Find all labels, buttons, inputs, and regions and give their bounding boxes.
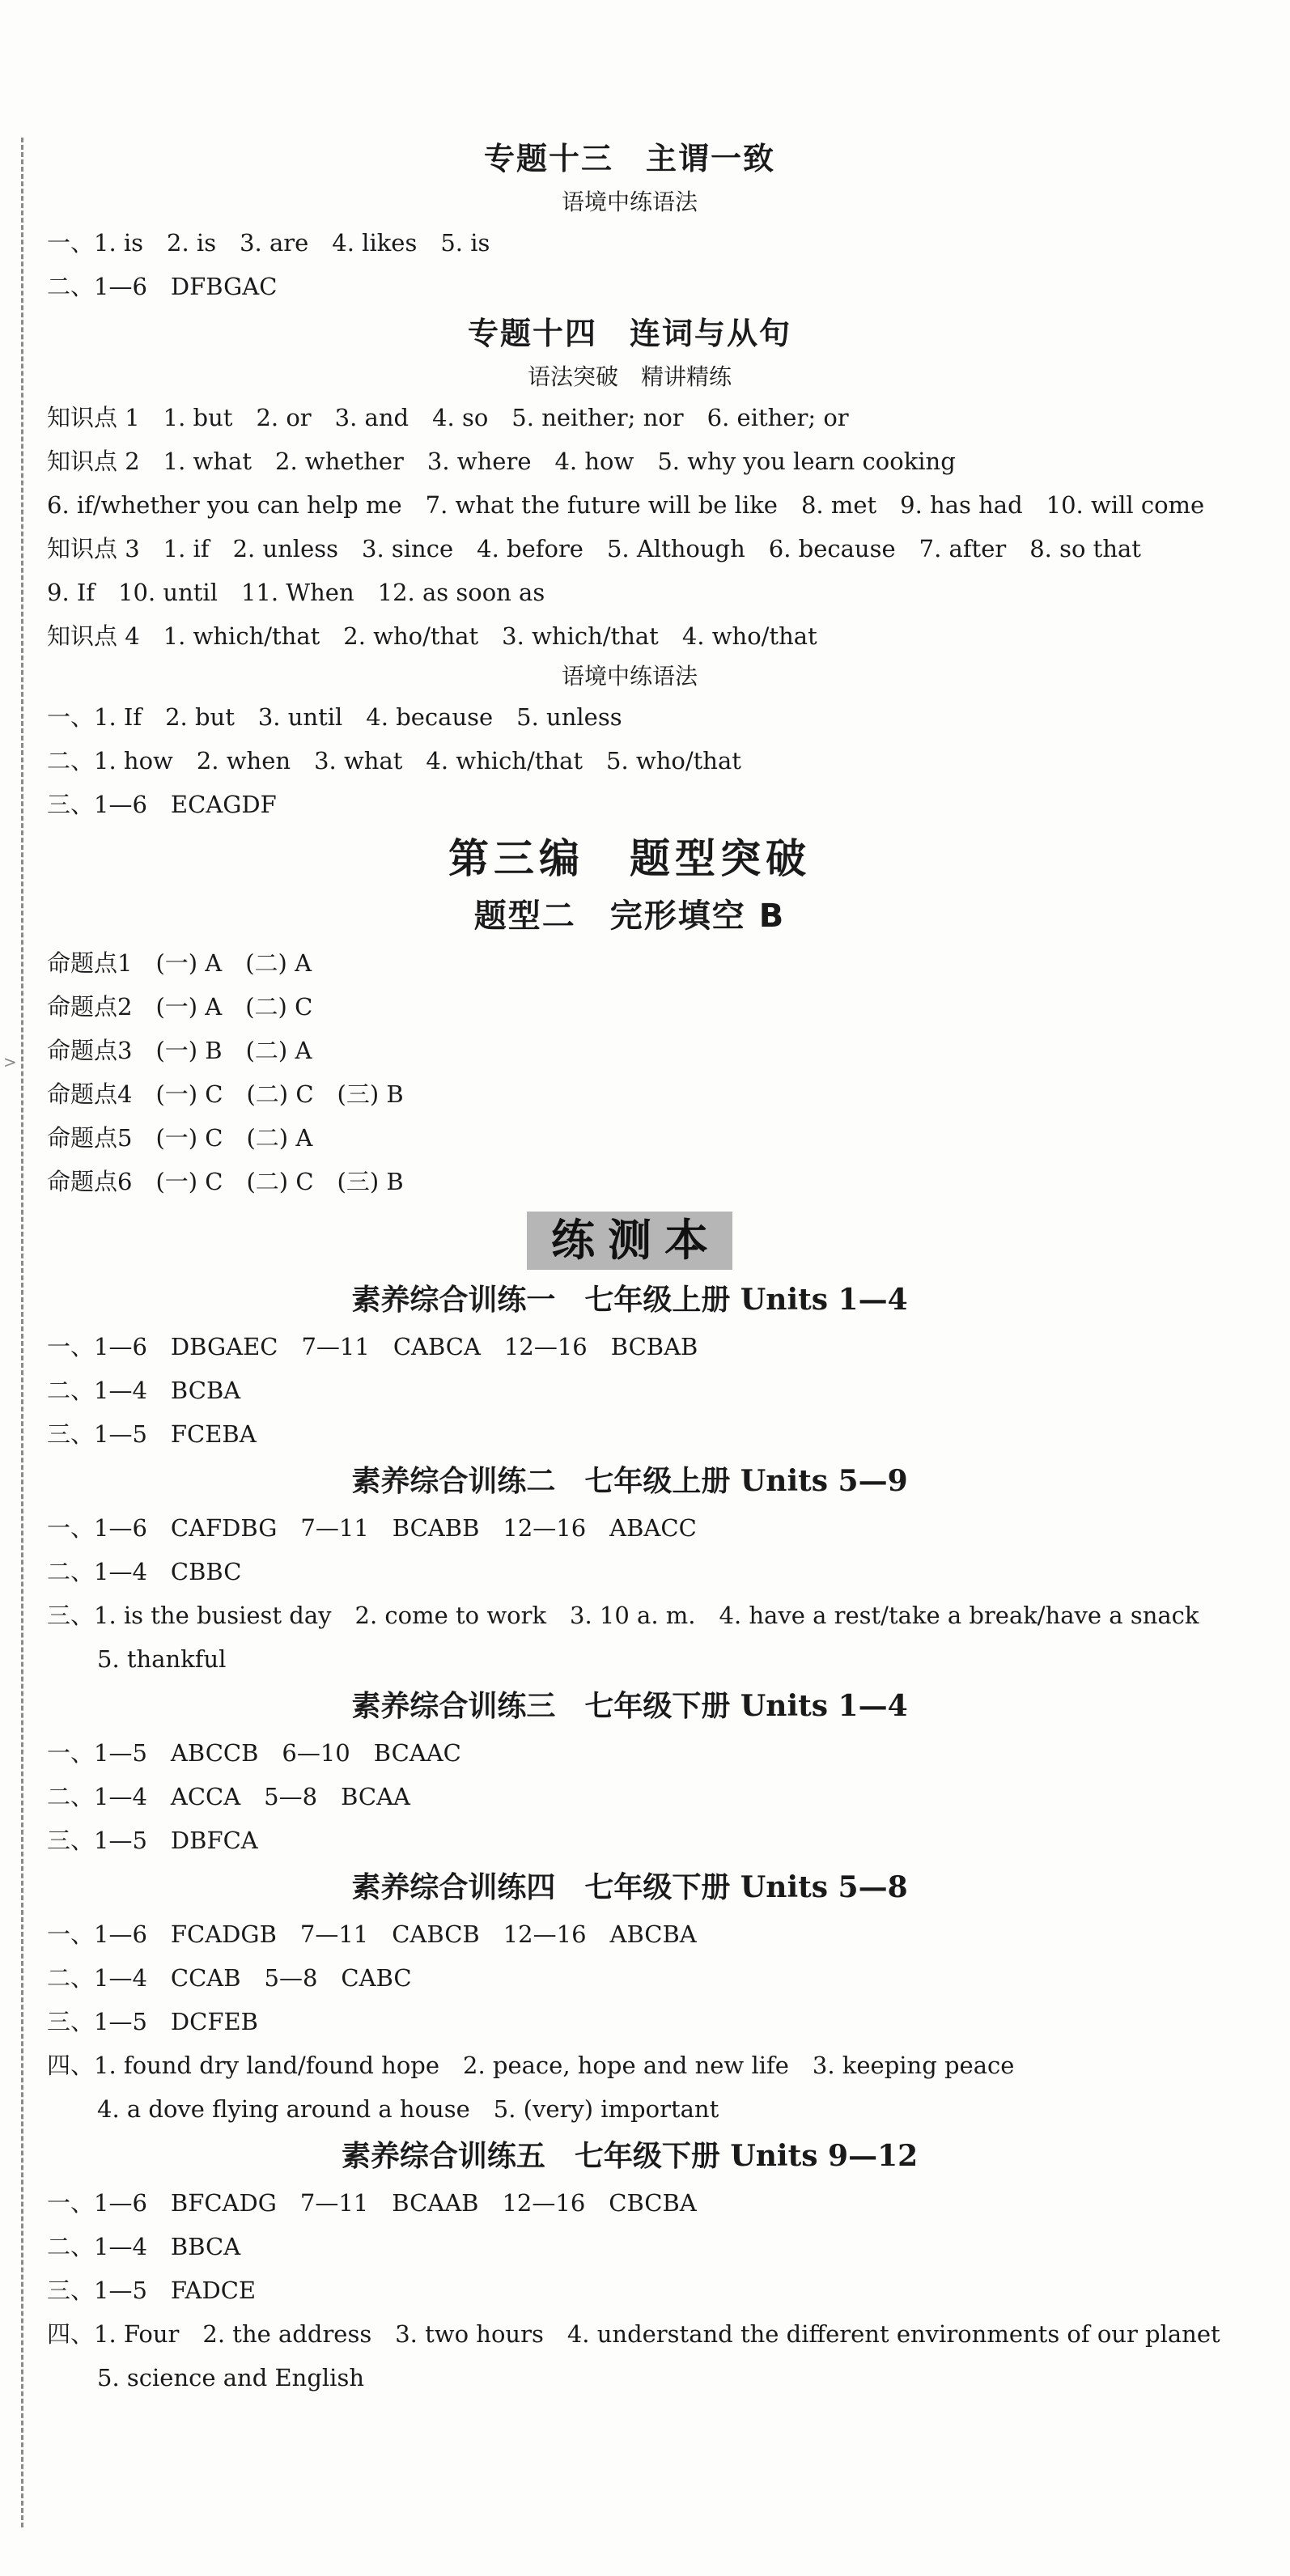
subsection-heading: 语境中练语法 (561, 189, 698, 215)
answer-line: 知识点 1 1. but 2. or 3. and 4. so 5. neither; nor 6. either; or (47, 404, 849, 431)
answer-line: 四、1. found dry land/found hope 2. peace, hope and new life 3. keeping peace (47, 2052, 1015, 2079)
answer-line: 一、1—6 CAFDBG 7—11 BCABB 12—16 ABACC (47, 1514, 697, 1542)
training-heading: 素养综合训练四 七年级下册 Units 5—8 (351, 1870, 908, 1904)
answer-line: 二、1—4 ACCA 5—8 BCAA (47, 1783, 410, 1810)
training-heading: 素养综合训练一 七年级上册 Units 1—4 (351, 1283, 908, 1317)
answer-line: 三、1. is the busiest day 2. come to work 3. 10 a. m. 4. have a rest/take a break/have a snack (47, 1602, 1199, 1629)
answer-line: 4. a dove flying around a house 5. (very) important (97, 2095, 719, 2123)
question-type-heading: 题型二 完形填空 B (473, 898, 786, 935)
answer-line: 命题点1 (一) A (二) A (47, 949, 312, 977)
answer-line: 命题点5 (一) C (二) A (47, 1124, 313, 1152)
answer-line: 命题点2 (一) A (二) C (47, 993, 313, 1021)
training-heading: 素养综合训练二 七年级上册 Units 5—9 (351, 1464, 908, 1498)
answer-line: 知识点 2 1. what 2. whether 3. where 4. how 5. why you learn cooking (47, 448, 956, 475)
answer-line: 5. thankful (97, 1645, 227, 1673)
answer-line: 5. science and English (97, 2364, 365, 2391)
answer-line: 6. if/whether you can help me 7. what the future will be like 8. met 9. has had 10. will come (47, 491, 1205, 519)
answer-line: 一、1—5 ABCCB 6—10 BCAAC (47, 1739, 461, 1767)
answer-line: 一、1. If 2. but 3. until 4. because 5. unless (47, 703, 622, 731)
answer-line: 三、1—6 ECAGDF (47, 791, 277, 818)
workbook-title: 练测本 (527, 1212, 732, 1270)
training-heading: 素养综合训练三 七年级下册 Units 1—4 (351, 1689, 908, 1723)
answer-line: 三、1—5 FADCE (47, 2277, 257, 2304)
subsection-heading: 语法突破 精讲精练 (527, 363, 732, 390)
part-heading: 第三编 题型突破 (448, 835, 811, 882)
answer-line: 9. If 10. until 11. When 12. as soon as (47, 579, 545, 606)
answer-line: 一、1. is 2. is 3. are 4. likes 5. is (47, 229, 490, 257)
answer-line: 三、1—5 FCEBA (47, 1420, 257, 1448)
answer-line: 三、1—5 DBFCA (47, 1827, 258, 1854)
answer-line: 命题点3 (一) B (二) A (47, 1037, 312, 1064)
workbook-banner (47, 1203, 1212, 1275)
subsection-heading: 语境中练语法 (561, 663, 698, 690)
topic-heading: 专题十三 主谓一致 (483, 141, 775, 176)
margin-mark: > (3, 1052, 17, 1072)
answer-line: 命题点4 (一) C (二) C (三) B (47, 1080, 404, 1108)
answer-line: 二、1—4 BCBA (47, 1377, 241, 1404)
answer-line: 二、1—6 DFBGAC (47, 273, 278, 300)
answer-key-page (47, 134, 1220, 2400)
answer-line: 二、1—4 CBBC (47, 1558, 242, 1585)
answer-line: 二、1—4 CCAB 5—8 CABC (47, 1964, 412, 1992)
answer-line: 三、1—5 DCFEB (47, 2008, 258, 2035)
answer-line: 二、1. how 2. when 3. what 4. which/that 5. who/that (47, 747, 741, 774)
answer-line: 四、1. Four 2. the address 3. two hours 4. understand the different environments of our planet (47, 2320, 1220, 2348)
topic-heading: 专题十四 连词与从句 (467, 316, 791, 351)
answer-line: 二、1—4 BBCA (47, 2233, 241, 2260)
training-heading: 素养综合训练五 七年级下册 Units 9—12 (341, 2139, 919, 2173)
answer-line: 命题点6 (一) C (二) C (三) B (47, 1168, 404, 1195)
answer-line: 知识点 4 1. which/that 2. who/that 3. which/that 4. who/that (47, 622, 817, 650)
answer-line: 知识点 3 1. if 2. unless 3. since 4. before 5. Although 6. because 7. after 8. so that (47, 535, 1141, 562)
answer-line: 一、1—6 DBGAEC 7—11 CABCA 12—16 BCBAB (47, 1333, 698, 1360)
binding-dashed-line (21, 138, 23, 2527)
answer-line: 一、1—6 FCADGB 7—11 CABCB 12—16 ABCBA (47, 1920, 697, 1948)
answer-line: 一、1—6 BFCADG 7—11 BCAAB 12—16 CBCBA (47, 2189, 697, 2217)
